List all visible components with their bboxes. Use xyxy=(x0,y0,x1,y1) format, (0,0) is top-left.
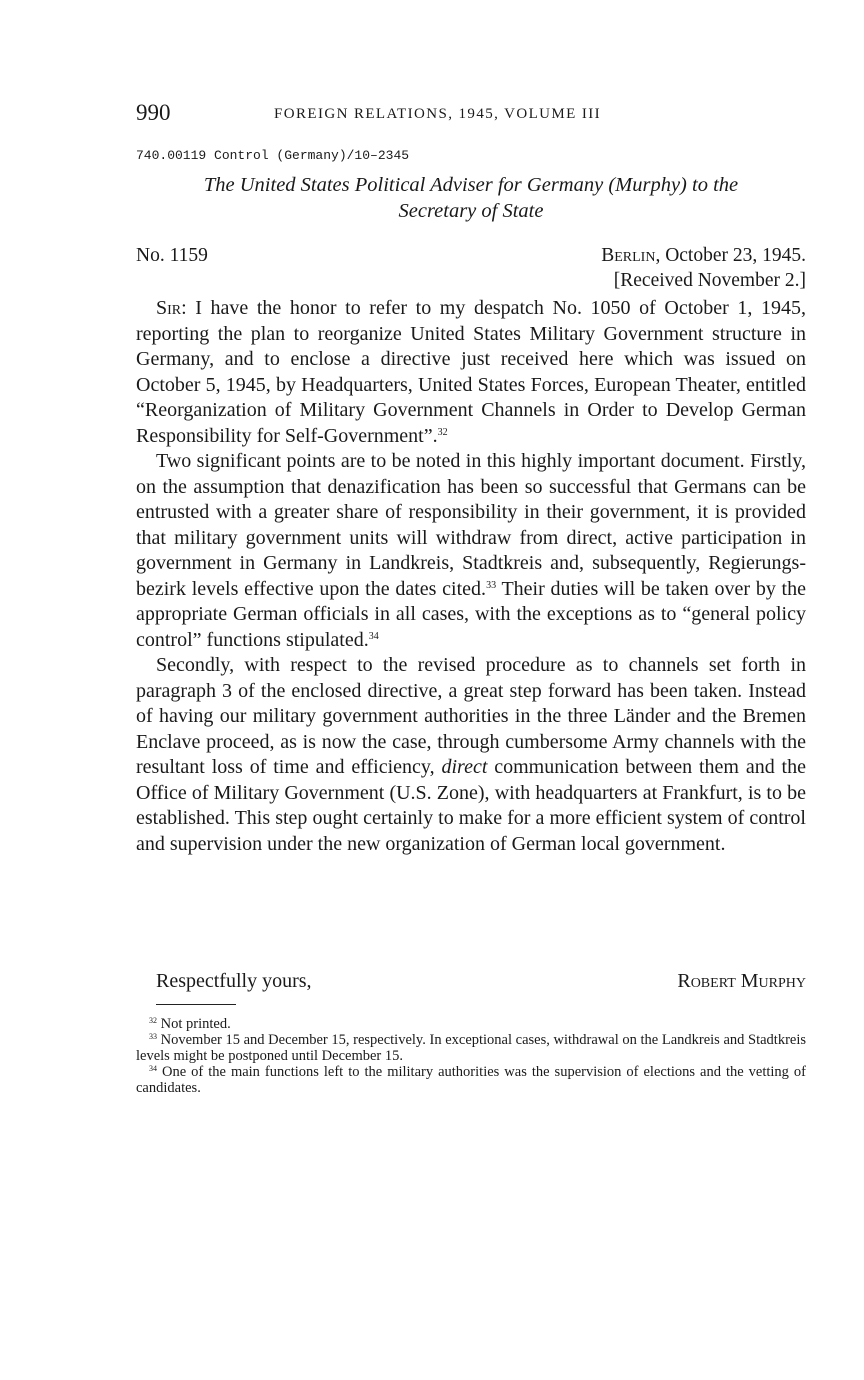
document-title xyxy=(136,172,806,224)
footnote-text: November 15 and December 15, respectively. In exceptional cases, withdrawal on the Landkreis and Stadtkreis levels might be postponed until December 15. xyxy=(136,1032,807,1064)
running-head: FOREIGN RELATIONS, 1945, VOLUME III xyxy=(274,106,602,122)
title-line-2: Secretary of State xyxy=(398,200,544,222)
received-date: [Received November 2.] xyxy=(613,270,806,291)
footnote-ref-32: 32 xyxy=(437,426,448,438)
footnote xyxy=(136,1032,806,1064)
page-header xyxy=(136,100,806,130)
footnote-number: 33 xyxy=(149,1032,157,1041)
paragraph-2-text-a: Two significant points are to be noted in this highly important document. Firstly, on the assumption that denazification has been so successful that Germans can be entrusted with a greater share of responsibility in their government, it is provided that military government units will withdraw from direct, active participation in government in Germany in Landkreis, Stadtkreis and, subsequently, Regierungsbezirk levels effective upon the dates cited. xyxy=(136,450,806,600)
dispatch-number: No. 1159 xyxy=(136,245,208,266)
footnote-text: Not printed. xyxy=(160,1016,231,1032)
letter-body xyxy=(136,296,806,857)
page-number: 990 xyxy=(136,100,171,125)
salutation: Sir xyxy=(156,297,182,319)
footnote xyxy=(136,1064,806,1096)
paragraph-2-text-b: Their duties will be taken over by the appropriate German officials in all cases, with the exceptions as to “general policy control” functions stipulated. xyxy=(136,577,806,651)
footnote xyxy=(136,1016,806,1032)
body-paragraph xyxy=(136,449,806,653)
emphasis-direct: direct xyxy=(441,756,488,778)
file-reference: 740.00119 Control (Germany)/10–2345 xyxy=(136,148,410,163)
title-line-1: The United States Political Adviser for Germany (Murphy) to the xyxy=(203,174,739,196)
closing: Respectfully yours, xyxy=(156,970,312,992)
dispatch-date: , October 23, 1945. xyxy=(655,245,806,266)
dispatch-date-line xyxy=(601,243,806,268)
dispatch-place: Berlin xyxy=(601,245,656,266)
paragraph-3-text-a: Secondly, with respect to the revised procedure as to channels set forth in paragraph 3 of the enclosed directive, a great step forward has been taken. Instead of having our military government authorities in the three Länder and the Bremen Enclave proceed, as is now the case, through cumbersome Army channels with the resultant loss of time and efficiency, xyxy=(136,654,806,778)
paragraph-1-text: : I have the honor to refer to my despatch No. 1050 of October 1, 1945, reporting the plan to reorganize United States Military Government structure in Germany, and to enclose a directive just received here which was issued on October 5, 1945, by Headquarters, United States Forces, European Theater, entitled “Reorganization of Military Government Channels in Order to Develop German Responsibility for Self-Government”. xyxy=(136,297,806,447)
paragraph-3-text-b: communication between them and the Office of Military Government (U.S. Zone), with headquarters at Frankfurt, is to be established. This step ought certainly to make for a more efficient system of control and supervision under the new organization of German local government. xyxy=(136,756,806,855)
body-paragraph xyxy=(136,296,806,449)
footnote-text: One of the main functions left to the military authorities was the supervision of elections and the vetting of candidates. xyxy=(136,1064,806,1096)
footnote-divider xyxy=(156,1004,236,1005)
footnote-ref-33: 33 xyxy=(486,579,497,591)
footnotes xyxy=(136,1016,806,1096)
footnote-number: 34 xyxy=(149,1064,157,1073)
footnote-ref-34: 34 xyxy=(368,630,379,642)
body-paragraph xyxy=(136,653,806,857)
footnote-number: 32 xyxy=(149,1016,157,1025)
signature: Robert Murphy xyxy=(677,970,806,992)
